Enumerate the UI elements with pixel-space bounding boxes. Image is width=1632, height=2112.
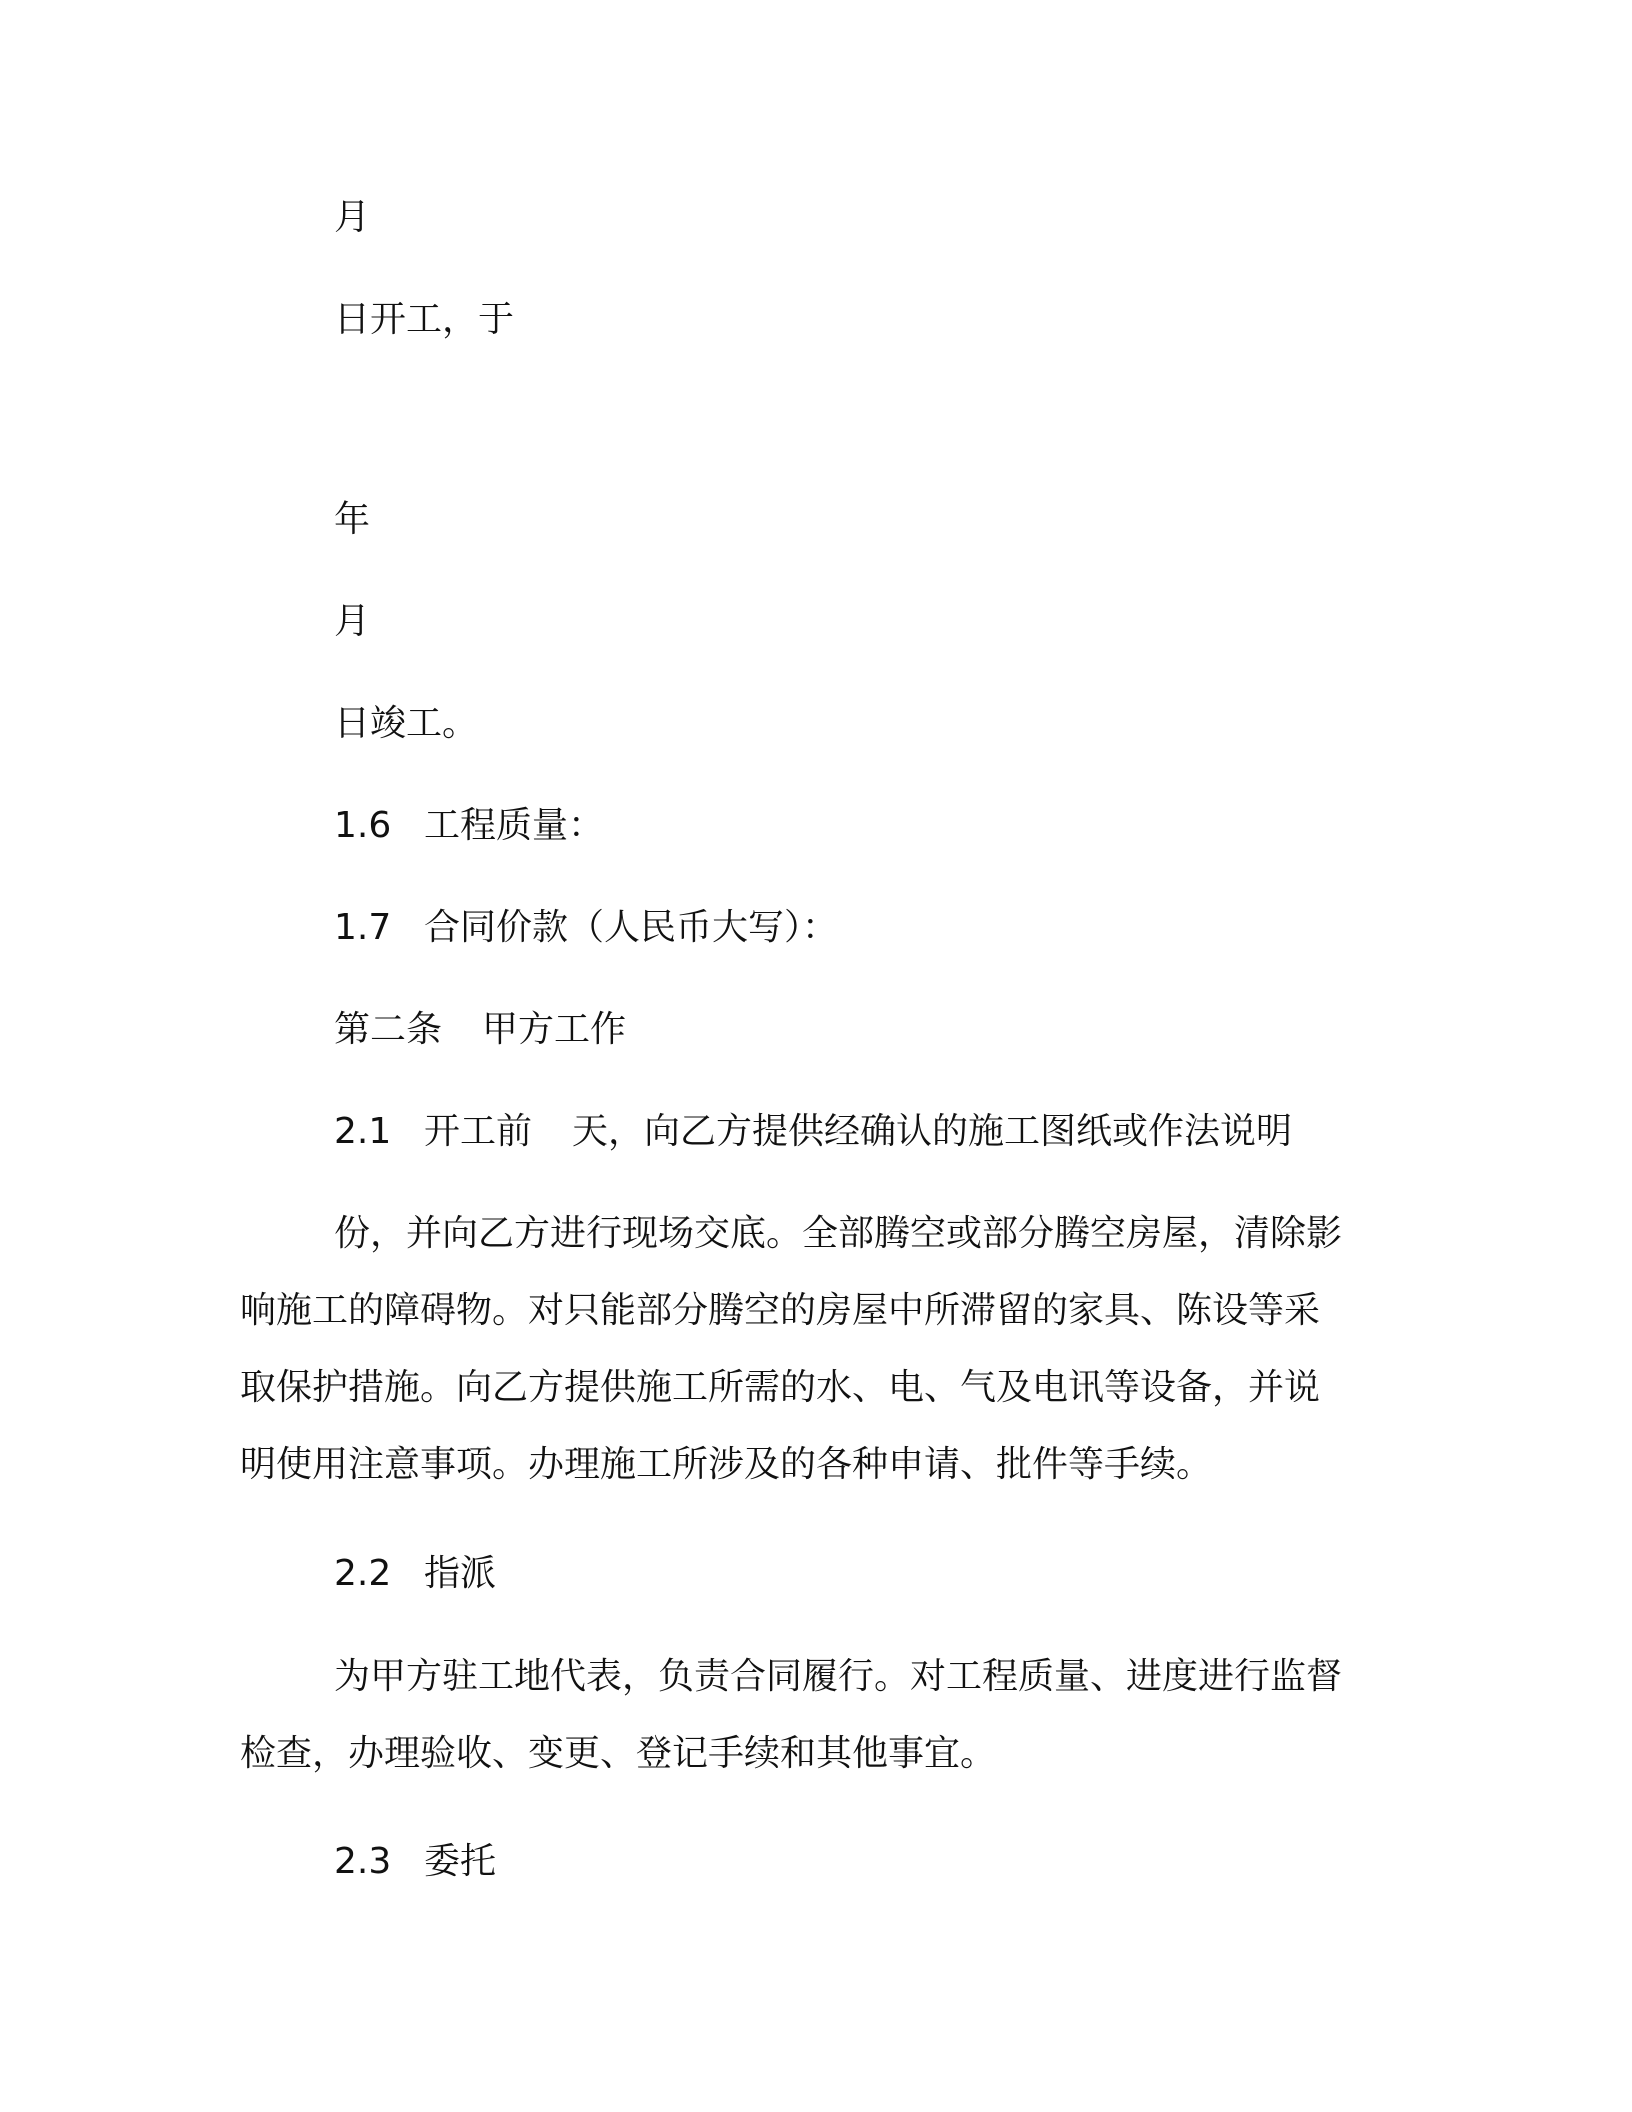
clause-text-a: 开工前 — [424, 1111, 533, 1152]
clause-number: 1.6 — [334, 805, 392, 846]
text-line-month-1: 月 — [334, 197, 371, 238]
paragraph-line: 份，并向乙方进行现场交底。全部腾空或部分腾空房屋，清除影 — [334, 1213, 1343, 1254]
clause-number: 1.7 — [334, 907, 392, 948]
clause-1-6 — [334, 804, 604, 848]
clause-2-2 — [334, 1552, 496, 1596]
paragraph-line: 明使用注意事项。办理施工所涉及的各种申请、批件等手续。 — [240, 1444, 1213, 1485]
clause-text-b: 天，向乙方提供经确认的施工图纸或作法说明 — [572, 1111, 1293, 1152]
text-line-year: 年 — [334, 499, 371, 540]
clause-number: 2.2 — [334, 1553, 392, 1594]
text-line-start-date: 日开工，于 — [334, 299, 515, 340]
paragraph-line: 为甲方驻工地代表，负责合同履行。对工程质量、进度进行监督 — [334, 1656, 1343, 1697]
text-line-month-2: 月 — [334, 601, 371, 642]
text-line-completion: 日竣工。 — [334, 703, 479, 744]
clause-number: 2.1 — [334, 1111, 392, 1152]
clause-number: 2.3 — [334, 1841, 392, 1882]
clause-1-7 — [334, 906, 838, 950]
clause-text: 合同价款（人民币大写）： — [424, 907, 839, 948]
clause-text: 工程质量： — [424, 805, 605, 846]
paragraph-line: 响施工的障碍物。对只能部分腾空的房屋中所滞留的家具、陈设等采 — [240, 1290, 1321, 1331]
article-number: 第二条 — [334, 1009, 443, 1050]
article-2-heading — [334, 1008, 626, 1052]
clause-2-1 — [334, 1110, 1292, 1154]
paragraph-line: 取保护措施。向乙方提供施工所需的水、电、气及电讯等设备，并说 — [240, 1367, 1321, 1408]
clause-text: 委托 — [424, 1841, 497, 1882]
paragraph-line: 检查，办理验收、变更、登记手续和其他事宜。 — [240, 1733, 997, 1774]
clause-text: 指派 — [424, 1553, 497, 1594]
article-title: 甲方工作 — [482, 1009, 627, 1050]
clause-2-3 — [334, 1840, 496, 1884]
